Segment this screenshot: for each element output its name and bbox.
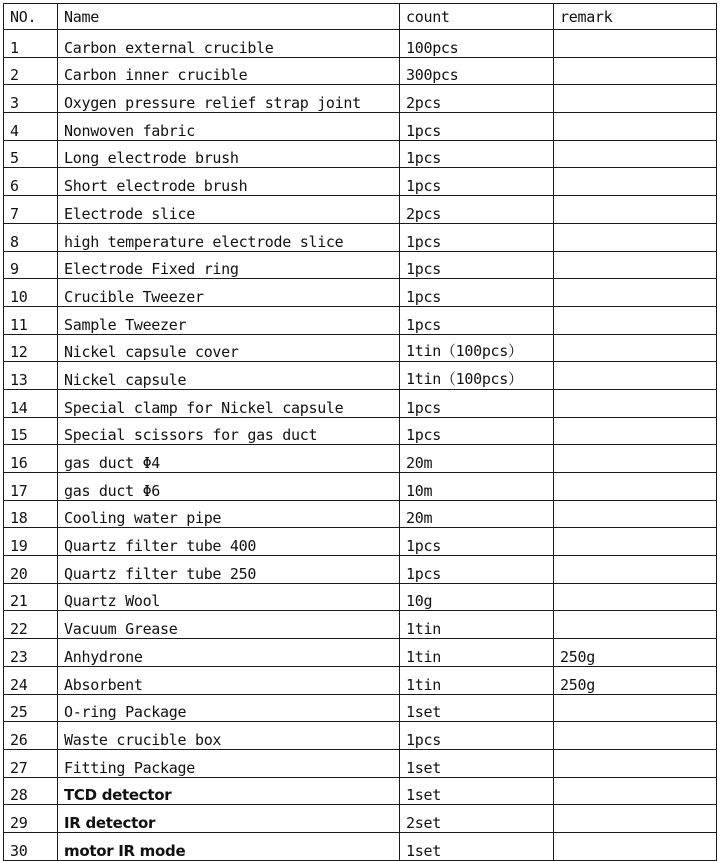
- cell-name: Vacuum Grease: [58, 611, 400, 639]
- table-row: [4, 611, 717, 639]
- table-row: [4, 556, 717, 584]
- cell-name: high temperature electrode slice: [58, 223, 400, 251]
- cell-remark: [554, 694, 717, 722]
- cell-name: IR detector: [58, 805, 400, 833]
- cell-no: 13: [4, 362, 58, 390]
- cell-no: 12: [4, 334, 58, 362]
- parts-list-sheet: [3, 3, 716, 861]
- cell-no: 10: [4, 279, 58, 307]
- cell-remark: [554, 196, 717, 224]
- cell-no: 25: [4, 694, 58, 722]
- cell-remark: [554, 334, 717, 362]
- cell-name: Waste crucible box: [58, 722, 400, 750]
- cell-no: 17: [4, 473, 58, 501]
- cell-no: 15: [4, 417, 58, 445]
- table-row: [4, 334, 717, 362]
- cell-count: 10g: [400, 583, 554, 611]
- cell-no: 6: [4, 168, 58, 196]
- cell-count: 2pcs: [400, 85, 554, 113]
- cell-name: Long electrode brush: [58, 140, 400, 168]
- cell-name: Quartz filter tube 400: [58, 528, 400, 556]
- cell-no: 1: [4, 30, 58, 58]
- cell-name: Special scissors for gas duct: [58, 417, 400, 445]
- cell-no: 11: [4, 306, 58, 334]
- cell-count: 1pcs: [400, 722, 554, 750]
- table-row: [4, 389, 717, 417]
- table-row: [4, 583, 717, 611]
- cell-count: 1pcs: [400, 168, 554, 196]
- table-row: [4, 666, 717, 694]
- cell-remark: [554, 611, 717, 639]
- table-row: [4, 57, 717, 85]
- cell-remark: 250g: [554, 666, 717, 694]
- cell-remark: [554, 113, 717, 141]
- cell-count: 1pcs: [400, 306, 554, 334]
- table-row: [4, 749, 717, 777]
- cell-count: 1set: [400, 749, 554, 777]
- cell-remark: [554, 777, 717, 805]
- cell-remark: [554, 223, 717, 251]
- parts-table: [3, 3, 717, 861]
- cell-name: Nonwoven fabric: [58, 113, 400, 141]
- cell-remark: [554, 85, 717, 113]
- table-row: [4, 223, 717, 251]
- cell-count: 2pcs: [400, 196, 554, 224]
- cell-remark: [554, 30, 717, 58]
- cell-name: Carbon external crucible: [58, 30, 400, 58]
- cell-name: Electrode Fixed ring: [58, 251, 400, 279]
- cell-no: 20: [4, 556, 58, 584]
- cell-name: Sample Tweezer: [58, 306, 400, 334]
- header-name: Name: [58, 4, 400, 30]
- cell-name: Nickel capsule cover: [58, 334, 400, 362]
- cell-name: Quartz filter tube 250: [58, 556, 400, 584]
- cell-count: 1pcs: [400, 389, 554, 417]
- cell-count: 1pcs: [400, 113, 554, 141]
- cell-no: 3: [4, 85, 58, 113]
- cell-name: Carbon inner crucible: [58, 57, 400, 85]
- cell-count: 1tin: [400, 639, 554, 667]
- cell-count: 1pcs: [400, 251, 554, 279]
- cell-no: 4: [4, 113, 58, 141]
- table-row: [4, 722, 717, 750]
- table-row: [4, 362, 717, 390]
- table-row: [4, 113, 717, 141]
- cell-remark: [554, 140, 717, 168]
- cell-count: 1set: [400, 832, 554, 860]
- cell-remark: [554, 528, 717, 556]
- cell-remark: [554, 251, 717, 279]
- table-row: [4, 279, 717, 307]
- cell-name: Electrode slice: [58, 196, 400, 224]
- cell-no: 23: [4, 639, 58, 667]
- cell-no: 21: [4, 583, 58, 611]
- cell-name: Cooling water pipe: [58, 500, 400, 528]
- table-row: [4, 196, 717, 224]
- cell-count: 1set: [400, 694, 554, 722]
- table-body: [4, 30, 717, 861]
- cell-no: 24: [4, 666, 58, 694]
- cell-no: 19: [4, 528, 58, 556]
- cell-no: 28: [4, 777, 58, 805]
- cell-remark: [554, 57, 717, 85]
- cell-count: 1pcs: [400, 279, 554, 307]
- cell-count: 1pcs: [400, 528, 554, 556]
- cell-remark: [554, 556, 717, 584]
- cell-name: O-ring Package: [58, 694, 400, 722]
- cell-name: Special clamp for Nickel capsule: [58, 389, 400, 417]
- cell-count: 1tin（100pcs）: [400, 334, 554, 362]
- cell-no: 18: [4, 500, 58, 528]
- cell-name: motor IR mode: [58, 832, 400, 860]
- header-remark: remark: [554, 4, 717, 30]
- table-row: [4, 140, 717, 168]
- cell-count: 20m: [400, 500, 554, 528]
- cell-no: 29: [4, 805, 58, 833]
- cell-count: 1pcs: [400, 556, 554, 584]
- table-row: [4, 805, 717, 833]
- cell-name: Nickel capsule: [58, 362, 400, 390]
- cell-name: Oxygen pressure relief strap joint: [58, 85, 400, 113]
- cell-no: 30: [4, 832, 58, 860]
- cell-remark: [554, 500, 717, 528]
- cell-remark: [554, 749, 717, 777]
- cell-no: 14: [4, 389, 58, 417]
- cell-remark: [554, 279, 717, 307]
- cell-count: 1pcs: [400, 223, 554, 251]
- table-row: [4, 777, 717, 805]
- cell-name: Absorbent: [58, 666, 400, 694]
- table-row: [4, 500, 717, 528]
- cell-count: 1tin（100pcs）: [400, 362, 554, 390]
- cell-no: 7: [4, 196, 58, 224]
- cell-remark: [554, 722, 717, 750]
- cell-count: 1pcs: [400, 417, 554, 445]
- table-row: [4, 832, 717, 860]
- cell-count: 300pcs: [400, 57, 554, 85]
- cell-remark: 250g: [554, 639, 717, 667]
- cell-no: 8: [4, 223, 58, 251]
- table-row: [4, 639, 717, 667]
- table-row: [4, 417, 717, 445]
- cell-count: 1tin: [400, 611, 554, 639]
- cell-remark: [554, 832, 717, 860]
- cell-count: 2set: [400, 805, 554, 833]
- table-row: [4, 306, 717, 334]
- cell-remark: [554, 362, 717, 390]
- cell-remark: [554, 168, 717, 196]
- cell-no: 9: [4, 251, 58, 279]
- cell-remark: [554, 389, 717, 417]
- table-row: [4, 473, 717, 501]
- cell-count: 20m: [400, 445, 554, 473]
- header-no: NO.: [4, 4, 58, 30]
- header-count: count: [400, 4, 554, 30]
- cell-name: Crucible Tweezer: [58, 279, 400, 307]
- cell-remark: [554, 583, 717, 611]
- cell-count: 1tin: [400, 666, 554, 694]
- cell-name: Fitting Package: [58, 749, 400, 777]
- table-row: [4, 694, 717, 722]
- cell-name: Anhydrone: [58, 639, 400, 667]
- table-row: [4, 251, 717, 279]
- cell-no: 5: [4, 140, 58, 168]
- cell-count: 100pcs: [400, 30, 554, 58]
- cell-no: 26: [4, 722, 58, 750]
- header-row: [4, 4, 717, 30]
- cell-remark: [554, 805, 717, 833]
- cell-remark: [554, 306, 717, 334]
- cell-no: 16: [4, 445, 58, 473]
- table-row: [4, 445, 717, 473]
- table-row: [4, 528, 717, 556]
- cell-name: Short electrode brush: [58, 168, 400, 196]
- table-row: [4, 85, 717, 113]
- cell-name: Quartz Wool: [58, 583, 400, 611]
- cell-remark: [554, 473, 717, 501]
- cell-name: gas duct Φ6: [58, 473, 400, 501]
- cell-remark: [554, 445, 717, 473]
- cell-no: 22: [4, 611, 58, 639]
- cell-name: TCD detector: [58, 777, 400, 805]
- cell-count: 10m: [400, 473, 554, 501]
- table-row: [4, 30, 717, 58]
- cell-count: 1pcs: [400, 140, 554, 168]
- cell-no: 27: [4, 749, 58, 777]
- table-row: [4, 168, 717, 196]
- cell-no: 2: [4, 57, 58, 85]
- cell-remark: [554, 417, 717, 445]
- cell-name: gas duct Φ4: [58, 445, 400, 473]
- cell-count: 1set: [400, 777, 554, 805]
